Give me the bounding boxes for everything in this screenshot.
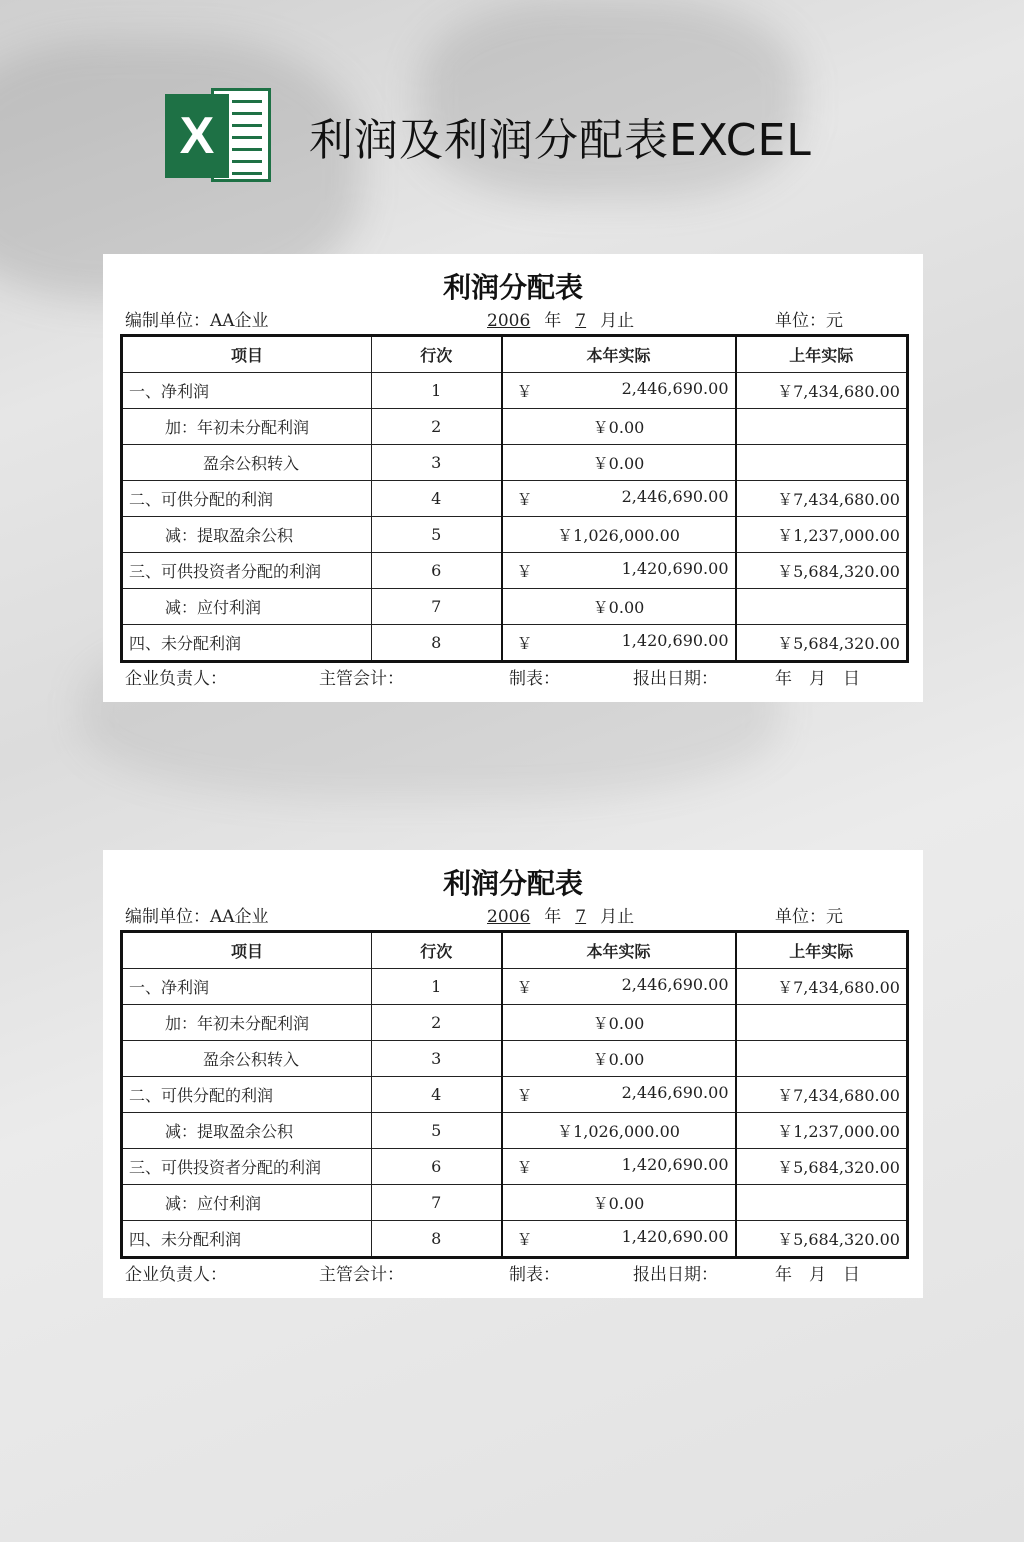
profit-distribution-table [120, 334, 909, 663]
current-year-amount: 1,420,690.00 [621, 1155, 729, 1174]
currency-unit-label: 单位：元 [775, 311, 843, 331]
row-current-year: ￥0.00 [502, 409, 736, 445]
year-suffix: 年 [544, 311, 562, 331]
footer-accountant: 主管会计： [319, 1265, 404, 1285]
row-line-number: 5 [372, 1113, 502, 1149]
row-previous-year: ￥7,434,680.00 [736, 373, 908, 409]
footer-ymd: 年 月 日 [775, 1265, 860, 1285]
footer-manager: 企业负责人： [125, 1265, 227, 1285]
table-row [122, 1005, 908, 1041]
row-current-year: ￥1,026,000.00 [502, 517, 736, 553]
spreadsheet-card-1 [103, 254, 923, 702]
table-row [122, 1149, 908, 1185]
row-item: 减：提取盈余公积 [122, 1113, 372, 1149]
row-item: 减：应付利润 [122, 1185, 372, 1221]
row-current-year: ￥0.00 [502, 1041, 736, 1077]
footer-report-date: 报出日期： [633, 1265, 718, 1285]
row-previous-year [736, 589, 908, 625]
current-year-amount: 1,420,690.00 [621, 631, 729, 650]
table-row [122, 589, 908, 625]
period-label [473, 902, 634, 927]
row-current-year: ￥0.00 [502, 1005, 736, 1041]
table-header-row [122, 336, 908, 373]
row-item: 盈余公积转入 [122, 1041, 372, 1077]
footer-preparer: 制表： [509, 669, 560, 689]
table-row [122, 1113, 908, 1149]
row-line-number: 8 [372, 625, 502, 662]
row-current-year [502, 1149, 736, 1185]
table-row [122, 625, 908, 662]
year-value: 2006 [487, 907, 531, 927]
organization-label: 编制单位：AA企业 [125, 907, 269, 927]
row-previous-year: ￥1,237,000.00 [736, 1113, 908, 1149]
row-previous-year: ￥5,684,320.00 [736, 1221, 908, 1258]
table-row [122, 969, 908, 1005]
row-line-number: 3 [372, 1041, 502, 1077]
row-current-year: ￥0.00 [502, 1185, 736, 1221]
row-line-number: 5 [372, 517, 502, 553]
row-current-year [502, 1221, 736, 1258]
currency-unit-label: 单位：元 [775, 907, 843, 927]
row-line-number: 7 [372, 1185, 502, 1221]
column-header-previous-year: 上年实际 [736, 932, 908, 969]
row-item: 减：提取盈余公积 [122, 517, 372, 553]
column-header-line: 行次 [372, 336, 502, 373]
page-header [165, 86, 812, 186]
footer-report-date: 报出日期： [633, 669, 718, 689]
year-suffix: 年 [544, 907, 562, 927]
row-current-year [502, 481, 736, 517]
row-current-year [502, 625, 736, 662]
row-item: 减：应付利润 [122, 589, 372, 625]
month-suffix: 月止 [600, 907, 635, 927]
row-current-year: ￥0.00 [502, 589, 736, 625]
row-line-number: 8 [372, 1221, 502, 1258]
row-previous-year [736, 445, 908, 481]
column-header-item: 项目 [122, 932, 372, 969]
column-header-item: 项目 [122, 336, 372, 373]
row-item: 三、可供投资者分配的利润 [122, 1149, 372, 1185]
row-previous-year [736, 1005, 908, 1041]
table-row [122, 1185, 908, 1221]
yen-sign: ￥ [516, 562, 533, 581]
organization-label: 编制单位：AA企业 [125, 311, 269, 331]
table-row [122, 1221, 908, 1258]
table-row [122, 553, 908, 589]
row-current-year: ￥1,026,000.00 [502, 1113, 736, 1149]
yen-sign: ￥ [516, 634, 533, 653]
row-item: 一、净利润 [122, 969, 372, 1005]
row-item: 盈余公积转入 [122, 445, 372, 481]
column-header-previous-year: 上年实际 [736, 336, 908, 373]
row-line-number: 3 [372, 445, 502, 481]
table-header-row [122, 932, 908, 969]
current-year-amount: 2,446,690.00 [621, 1083, 729, 1102]
row-item: 加：年初未分配利润 [122, 409, 372, 445]
footer-ymd: 年 月 日 [775, 669, 860, 689]
row-line-number: 4 [372, 481, 502, 517]
year-value: 2006 [487, 311, 531, 331]
row-line-number: 2 [372, 409, 502, 445]
month-value: 7 [575, 907, 587, 927]
current-year-amount: 1,420,690.00 [621, 559, 729, 578]
footer-accountant: 主管会计： [319, 669, 404, 689]
period-label [473, 306, 634, 331]
column-header-current-year: 本年实际 [502, 932, 736, 969]
footer-manager: 企业负责人： [125, 669, 227, 689]
row-previous-year: ￥5,684,320.00 [736, 1149, 908, 1185]
row-item: 二、可供分配的利润 [122, 1077, 372, 1113]
yen-sign: ￥ [516, 490, 533, 509]
current-year-amount: 2,446,690.00 [621, 379, 729, 398]
row-line-number: 1 [372, 969, 502, 1005]
row-previous-year: ￥1,237,000.00 [736, 517, 908, 553]
footer-preparer: 制表： [509, 1265, 560, 1285]
table-row [122, 1041, 908, 1077]
row-current-year: ￥0.00 [502, 445, 736, 481]
row-current-year [502, 373, 736, 409]
row-previous-year [736, 1041, 908, 1077]
row-item: 二、可供分配的利润 [122, 481, 372, 517]
row-previous-year: ￥7,434,680.00 [736, 481, 908, 517]
row-line-number: 6 [372, 1149, 502, 1185]
row-item: 加：年初未分配利润 [122, 1005, 372, 1041]
yen-sign: ￥ [516, 1158, 533, 1177]
row-current-year [502, 1077, 736, 1113]
table-row [122, 1077, 908, 1113]
row-item: 一、净利润 [122, 373, 372, 409]
table-row [122, 517, 908, 553]
yen-sign: ￥ [516, 978, 533, 997]
row-line-number: 7 [372, 589, 502, 625]
current-year-amount: 2,446,690.00 [621, 487, 729, 506]
row-item: 三、可供投资者分配的利润 [122, 553, 372, 589]
sheet-title: 利润分配表 [442, 271, 583, 304]
table-row [122, 409, 908, 445]
row-item: 四、未分配利润 [122, 625, 372, 662]
row-previous-year [736, 1185, 908, 1221]
column-header-current-year: 本年实际 [502, 336, 736, 373]
row-previous-year: ￥7,434,680.00 [736, 1077, 908, 1113]
column-header-line: 行次 [372, 932, 502, 969]
yen-sign: ￥ [516, 1086, 533, 1105]
current-year-amount: 2,446,690.00 [621, 975, 729, 994]
row-previous-year: ￥5,684,320.00 [736, 553, 908, 589]
row-previous-year [736, 409, 908, 445]
row-previous-year: ￥7,434,680.00 [736, 969, 908, 1005]
row-line-number: 2 [372, 1005, 502, 1041]
yen-sign: ￥ [516, 1230, 533, 1249]
row-line-number: 6 [372, 553, 502, 589]
row-current-year [502, 969, 736, 1005]
spreadsheet-card-2 [103, 850, 923, 1298]
yen-sign: ￥ [516, 382, 533, 401]
profit-distribution-table [120, 930, 909, 1259]
table-row [122, 445, 908, 481]
month-value: 7 [575, 311, 587, 331]
page-title: 利润及利润分配表EXCEL [309, 115, 812, 166]
sheet-title: 利润分配表 [442, 867, 583, 900]
table-row [122, 481, 908, 517]
month-suffix: 月止 [600, 311, 635, 331]
row-current-year [502, 553, 736, 589]
row-previous-year: ￥5,684,320.00 [736, 625, 908, 662]
row-line-number: 4 [372, 1077, 502, 1113]
table-row [122, 373, 908, 409]
row-line-number: 1 [372, 373, 502, 409]
current-year-amount: 1,420,690.00 [621, 1227, 729, 1246]
excel-icon: X [165, 86, 273, 186]
row-item: 四、未分配利润 [122, 1221, 372, 1258]
